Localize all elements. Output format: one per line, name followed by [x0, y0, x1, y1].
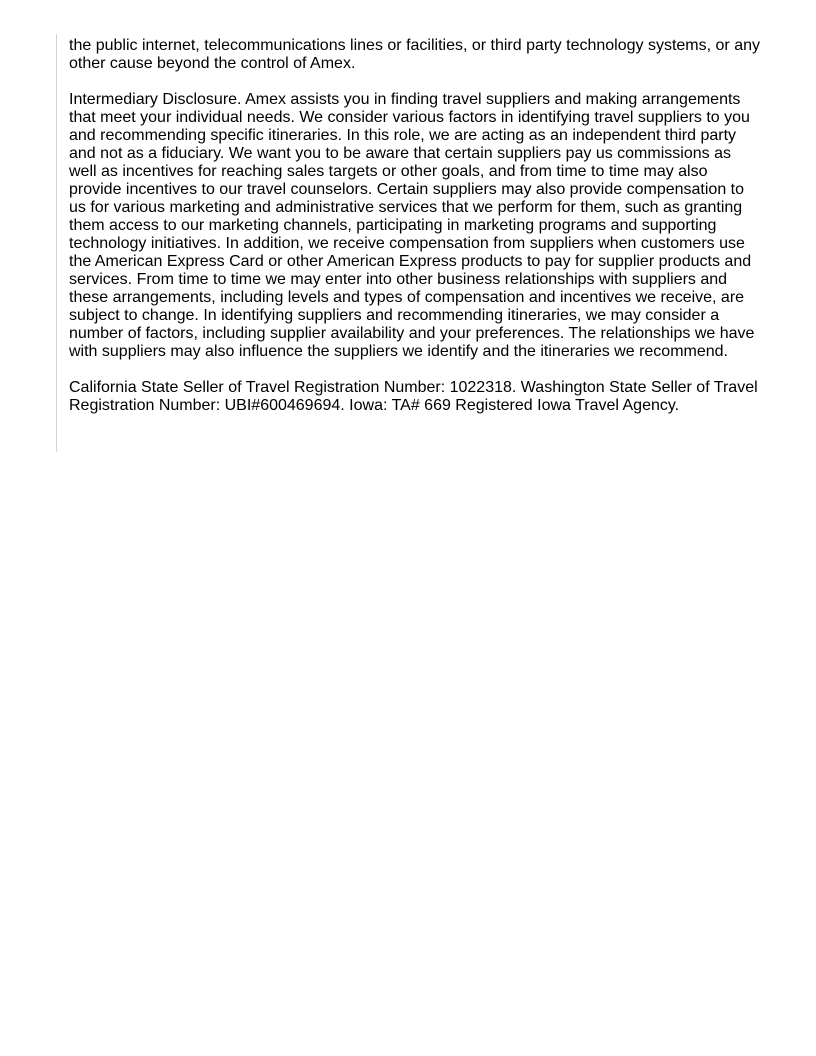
text-line: California State Seller of Travel Registration Number: 1022318. Washington State Seller of Travel: [69, 379, 758, 396]
paragraph-continuation: [69, 37, 769, 73]
text-line: them access to our marketing channels, participating in marketing programs and supporting: [69, 217, 717, 234]
paragraph-intermediary-disclosure: [69, 91, 769, 361]
text-line: that meet your individual needs. We consider various factors in identifying travel suppliers to you: [69, 109, 750, 126]
text-line: services. From time to time we may enter into other business relationships with suppliers and: [69, 271, 728, 288]
text-line: the American Express Card or other American Express products to pay for supplier products and: [69, 253, 752, 270]
text-line: other cause beyond the control of Amex.: [69, 55, 356, 72]
left-margin-rule: [56, 34, 57, 452]
text-line: with suppliers may also influence the suppliers we identify and the itineraries we recommend.: [69, 343, 728, 360]
text-line: us for various marketing and administrative services that we perform for them, such as granting: [69, 199, 743, 216]
text-line: number of factors, including supplier availability and your preferences. The relationships we have: [69, 325, 755, 342]
text-line: technology initiatives. In addition, we receive compensation from suppliers when customers use: [69, 235, 745, 252]
text-line: subject to change. In identifying suppliers and recommending itineraries, we may consider a: [69, 307, 720, 324]
text-line: the public internet, telecommunications lines or facilities, or third party technology systems, or any: [69, 37, 760, 54]
text-line: these arrangements, including levels and types of compensation and incentives we receive, are: [69, 289, 745, 306]
text-line: Registration Number: UBI#600469694. Iowa: TA# 669 Registered Iowa Travel Agency.: [69, 397, 680, 414]
text-line: provide incentives to our travel counselors. Certain suppliers may also provide compensation to: [69, 181, 745, 198]
text-line: and recommending specific itineraries. In this role, we are acting as an independent third party: [69, 127, 737, 144]
text-line: and not as a fiduciary. We want you to be aware that certain suppliers pay us commissions as: [69, 145, 731, 162]
text-line: Intermediary Disclosure. Amex assists you in finding travel suppliers and making arrangements: [69, 91, 741, 108]
text-line: well as incentives for reaching sales targets or other goals, and from time to time may also: [69, 163, 708, 180]
paragraph-registration: [69, 379, 769, 415]
document-body: [69, 37, 769, 415]
